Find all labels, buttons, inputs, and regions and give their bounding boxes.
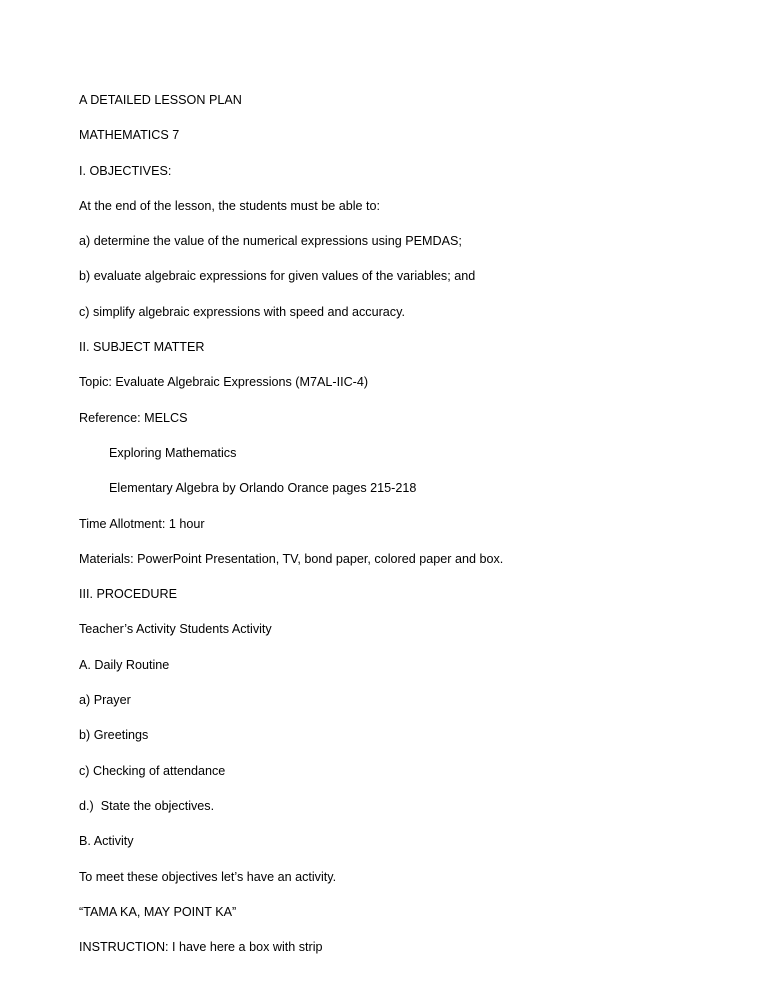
topic-line: Topic: Evaluate Algebraic Expressions (M7AL-IIC-4) [79, 375, 369, 390]
objective-item: c) simplify algebraic expressions with speed and accuracy. [79, 304, 405, 319]
routine-item: d.) State the objectives. [79, 798, 215, 813]
daily-routine-heading: A. Daily Routine [79, 657, 170, 672]
objectives-heading: I. OBJECTIVES: [79, 163, 172, 178]
subject-matter-heading: II. SUBJECT MATTER [79, 340, 205, 355]
subject-line: MATHEMATICS 7 [79, 128, 180, 143]
procedure-heading: III. PROCEDURE [79, 587, 177, 602]
materials-line: Materials: PowerPoint Presentation, TV, bond paper, colored paper and box. [79, 551, 504, 566]
routine-item: c) Checking of attendance [79, 763, 226, 778]
activity-instruction: INSTRUCTION: I have here a box with strip [79, 940, 323, 955]
routine-item: b) Greetings [79, 728, 149, 743]
activity-heading: B. Activity [79, 834, 134, 849]
reference-item: Exploring Mathematics [109, 445, 237, 460]
activity-intro: To meet these objectives let’s have an activity. [79, 869, 337, 884]
reference-line: Reference: MELCS [79, 410, 188, 425]
objective-item: b) evaluate algebraic expressions for given values of the variables; and [79, 269, 476, 284]
objectives-intro: At the end of the lesson, the students must be able to: [79, 198, 381, 213]
procedure-columns: Teacher’s Activity Students Activity [79, 622, 272, 637]
routine-item: a) Prayer [79, 693, 131, 708]
objective-item: a) determine the value of the numerical expressions using PEMDAS; [79, 234, 462, 249]
document-title: A DETAILED LESSON PLAN [79, 93, 242, 107]
time-allotment: Time Allotment: 1 hour [79, 516, 205, 531]
lesson-plan-document [79, 83, 728, 965]
reference-item: Elementary Algebra by Orlando Orance pages 215-218 [109, 481, 417, 496]
activity-name: “TAMA KA, MAY POINT KA” [79, 904, 237, 919]
